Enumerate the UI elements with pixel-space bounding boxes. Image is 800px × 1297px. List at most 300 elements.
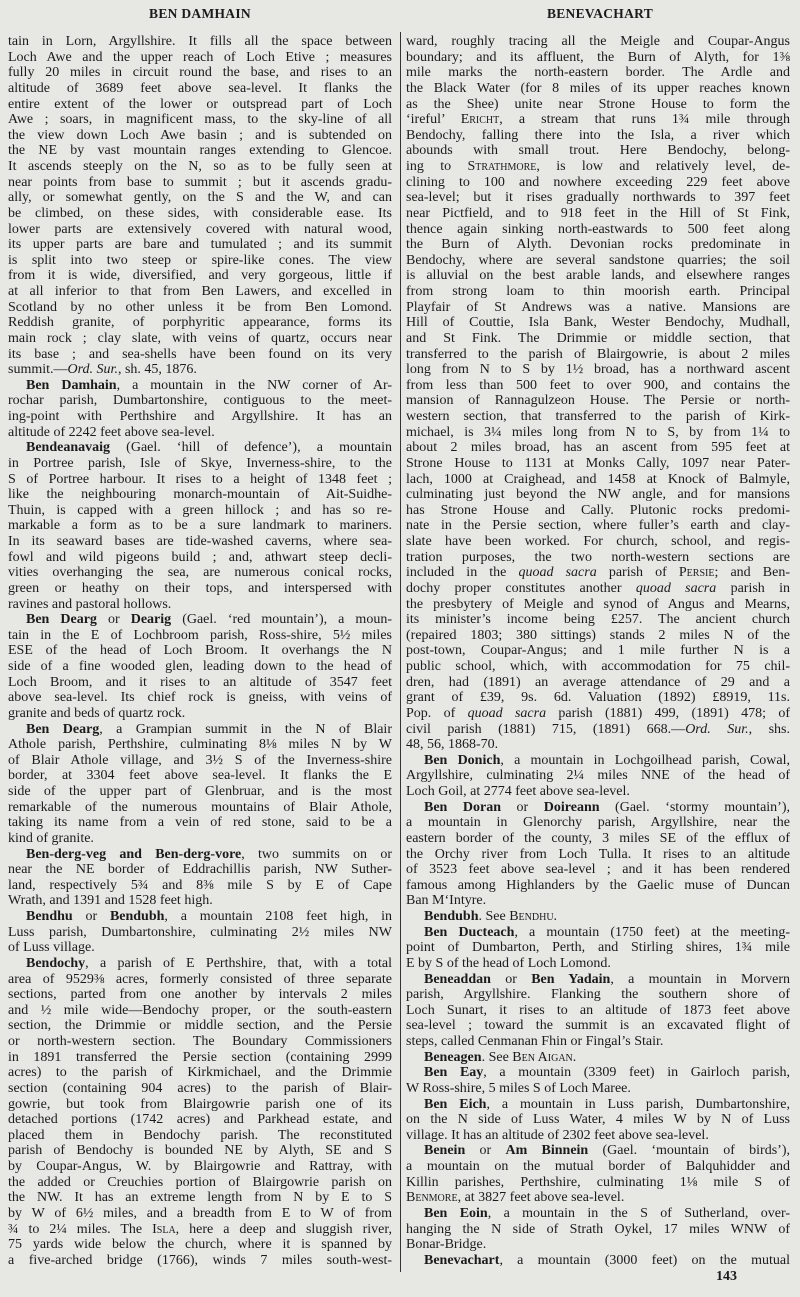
text-line [8,1253,392,1269]
text-run: Ban M‘Intyre. [406,893,487,909]
text-run: ‘ireful’ [406,112,461,128]
text-run: rochar parish, Dumbartonshire, contiguous to the meet- [8,393,392,409]
text-run: eastern border of the county, 3 miles SE of the efflux of [406,830,790,846]
text-run: granite and beds of quartz rock. [8,705,186,721]
text-run: parish in [716,580,790,596]
dictionary-entry [8,956,392,1269]
text-line [8,518,392,534]
dictionary-entry [406,1143,790,1206]
text-line [8,1206,392,1222]
text-run: lower parts are extensively covered with natural wood, [8,221,392,237]
text-line [8,409,392,425]
text-run: the Burn of Alyth. Devonian rocks predominate in [406,237,790,253]
text-line [406,222,790,238]
entry-headword: Ben Doran [424,799,501,815]
text-run: of Blair Athole village, and 3½ S of the Inverness-shire [8,752,392,768]
text-run: markable a form as to be a sure landmark to mariners. [8,518,392,534]
text-line [406,237,790,253]
text-line [406,50,790,66]
text-run: , a mountain in Morvern [610,971,790,987]
text-line [406,987,790,1003]
text-line [406,643,790,659]
text-line [406,940,790,956]
text-line [406,518,790,534]
small-caps-reference: Ben Aigan [512,1049,573,1065]
text-line [8,925,392,941]
text-run: Strone House to 1131 at Monks Cally, 1097 near Pater- [406,455,790,471]
italic-text: Ord. Sur. [67,362,118,378]
entry-headword: Benevachart [424,1252,500,1268]
text-line [406,690,790,706]
text-run: and ½ mile wide—Bendochy proper, or the south-eastern [8,1002,392,1018]
text-run: tain in Lorn, Argyllshire. It fills all the space between [8,34,392,49]
text-line [406,1097,790,1113]
text-line [406,487,790,503]
dictionary-entry [406,909,790,925]
dictionary-entry [406,1065,790,1096]
entry-headword: Dearig [130,612,172,628]
text-line [406,675,790,691]
text-line [406,425,790,441]
text-line [406,1112,790,1128]
dictionary-entry [406,1097,790,1144]
text-run: . [553,909,558,924]
text-run: summit.— [8,362,68,378]
text-line [8,706,392,722]
text-line [8,893,392,909]
text-run: entire extent of the lower or outspread part of Loch [8,96,392,112]
text-run: Reddish granite, of porphyritic appearance, forms its [8,315,392,331]
entry-headword: Ben Eay [424,1065,484,1081]
text-run: (Gael. ‘hill of defence’), a mountain [110,440,392,456]
text-line [8,565,392,581]
text-line [8,550,392,566]
entry-headword: Ben Damhain [26,377,117,393]
text-line [406,1034,790,1050]
text-line [8,81,392,97]
text-run: , a mountain 2108 feet high, in [164,909,392,924]
dictionary-entry [8,722,392,847]
dictionary-entry [406,1206,790,1253]
text-run: parish (1881) 499, (1891) 478; of [546,705,790,721]
text-line [406,503,790,519]
entry-headword: Ben Dearg [26,721,100,737]
small-caps-reference: Isla [152,1221,176,1237]
text-run: fowl and wild pigeons build ; and, athwart steep decli- [8,549,392,565]
text-line [8,378,392,394]
text-line [406,472,790,488]
text-run: Argyllshire, culminating 2¼ miles NNE of the head of [406,768,790,784]
text-run: or [465,1143,506,1159]
text-line [406,1003,790,1019]
text-run: dren, had (1891) an average attendance of 29 and a [406,674,790,690]
text-run: ing-point with Perthshire and Argyllshire. It has an [8,409,392,424]
text-run: section, the Drimmie or middle section, and the Persie [8,1018,392,1034]
text-run: , shs. [748,721,790,737]
text-run: tain in the E of Lochbroom parish, Ross-shire, 5½ miles [8,627,392,643]
text-run: be climbed, on these sides, with considerable ease. Its [8,205,392,221]
text-run: sections, parted from one another by intervals 2 miles [8,987,392,1003]
text-run: long from N to S by 1½ broad, has a northward ascent [406,362,790,378]
text-line [8,987,392,1003]
text-line [406,847,790,863]
text-line [406,550,790,566]
text-run: ¾ to 2¼ miles. The [8,1221,153,1237]
entry-continuation [8,34,392,378]
text-line [406,534,790,550]
text-line [8,815,392,831]
entry-headword: Am Binnein [505,1143,589,1159]
text-line [406,456,790,472]
text-line [406,81,790,97]
text-run: western section, that transferred to the parish of Kirk- [406,409,790,424]
text-line [8,1175,392,1191]
text-line [8,581,392,597]
text-run: thence again sinking north-eastwards to 500 feet along [406,221,790,237]
text-run: , is low and relatively level, de- [536,159,790,174]
text-line [406,1143,790,1159]
text-run: , a mountain in the NW corner of Ar- [116,377,392,393]
text-run: village. It has an altitude of 2302 feet above sea-level. [406,1127,709,1143]
text-line [8,800,392,816]
text-run: border, at 3304 feet above sea-level. It flanks the E [8,768,392,784]
text-run: the added or Creuchies portion of Blairgowrie parish on [8,1174,392,1190]
text-line [8,768,392,784]
text-line [8,1190,392,1206]
text-run: point of Dumbarton, Perth, and Stirling shires, 1¾ mile [406,940,790,956]
text-run: on the N side of Luss Water, 4 miles W by N of Luss [406,1112,790,1128]
text-line [406,1018,790,1034]
text-line [406,1253,790,1269]
text-line [406,768,790,784]
text-run: in 1891 transferred the Persie section (containing 2999 [8,1049,392,1065]
text-run: Luss parish, Dumbartonshire, culminating 2½ miles NW [8,924,392,940]
text-run: main rock ; clay slate, with veins of quartz, occurs near [8,330,392,346]
text-run: hanging the N side of Strath Oykel, 17 miles WNW of [406,1221,790,1237]
text-line [8,1237,392,1253]
text-line [406,1081,790,1097]
text-line [8,175,392,191]
text-line [8,97,392,113]
small-caps-reference: Strathmore [467,159,537,174]
text-line [406,409,790,425]
text-line [406,925,790,941]
text-line [8,284,392,300]
entry-headword: Ben Yadain [531,971,611,987]
dictionary-entry [406,753,790,800]
text-line [8,268,392,284]
text-run: fully 20 miles in circuit round the base, and rises to an [8,65,392,81]
text-run: vities overhanging the sea, are numerous conical rocks, [8,565,392,581]
dictionary-entry [406,1253,790,1269]
text-line [8,143,392,159]
text-run: from strong loam to thin moorish earth. Principal [406,284,790,299]
text-run: W Ross-shire, 5 miles S of Loch Maree. [406,1080,631,1096]
text-run: , a mountain in Luss parish, Dumbartonshire, [486,1096,790,1112]
entry-headword: Ben-derg-veg and Ben-derg-vore [26,846,242,862]
text-run: (Gael. ‘red mountain’), a moun- [171,612,392,628]
entry-headword: Ben Dearg [26,612,97,628]
text-run: or [490,971,532,987]
text-run: or north-western section. The Boundary Commissioners [8,1034,392,1049]
text-line [8,878,392,894]
text-line [8,675,392,691]
text-run: a mountain on the mutual border of Balquhidder and [406,1159,790,1174]
text-run: In its seaward bases are tide-washed caverns, where sea- [8,534,392,549]
text-run: , a mountain (3309 feet) in Gairloch parish, [483,1065,790,1081]
text-line [8,190,392,206]
text-line [406,65,790,81]
text-run: parish of [596,565,679,581]
text-line [8,612,392,628]
text-run: is alluvial on the best arable lands, and elsewhere ranges [406,268,790,284]
dictionary-entry [406,972,790,1050]
text-line [406,1128,790,1144]
text-run: near Pictfield, and to 918 feet in the Hill of St Fink, [406,205,790,221]
text-run: the view down Loch Awe basin ; and is subtended on [8,127,392,143]
text-run: Hill of Couttie, Isla Bank, Wester Bendochy, Mudhall, [406,315,790,331]
text-line [8,315,392,331]
text-run: ward, roughly tracing all the Meigle and Coupar-Angus [406,34,790,49]
text-line [8,456,392,472]
text-run: Playfair of St Andrews was a native. Mansions are [406,299,790,315]
text-run: sea-level; but it rises gradually northwards to 397 feet [406,190,790,206]
text-run: the NE by vast mountain ranges extending to Glencoe. [8,143,392,159]
text-line [406,1190,790,1206]
text-run: slate have been worked. For church, school, and regis- [406,534,790,549]
text-line [406,722,790,738]
text-run: , a mountain (1750 feet) at the meeting- [514,924,790,940]
italic-text: quoad sacra [635,580,717,596]
dictionary-entry [8,440,392,612]
running-head-left: BEN DAMHAIN [149,6,251,21]
entry-headword: Bendubh [424,909,479,924]
text-line [406,1159,790,1175]
text-run: detached portions (1742 acres) and Parkhead estate, and [8,1112,392,1128]
text-line [8,690,392,706]
text-line [8,472,392,488]
entry-headword: Bendubh [109,909,165,924]
text-line [8,65,392,81]
text-run: Bonar-Bridge. [406,1237,487,1253]
text-run: near points from base to summit ; but it ascends gradu- [8,174,392,190]
text-run: Wrath, and 1391 and 1528 feet high. [8,893,213,909]
text-line [406,206,790,222]
text-line [406,972,790,988]
entry-headword: Bendeanavaig [26,440,111,456]
text-line [406,347,790,363]
text-run: is split into two steep or spire-like cones. The view [8,252,392,268]
small-caps-reference: Ericht [460,112,500,128]
entry-headword: Bendhu [26,909,73,924]
text-run: the presbytery of Meigle and synod of Angus and Mearns, [406,596,790,612]
text-run: altitude of 2242 feet above sea-level. [8,424,215,440]
text-run: Thuin, is capped with a green hillock ; and has so re- [8,502,392,518]
text-line [406,284,790,300]
text-run: Loch Awe and the upper reach of Loch Etive ; measures [8,49,392,65]
text-run: ally, or somewhat gently, on the S and the W, and can [8,190,392,206]
text-run: of Luss village. [8,940,95,956]
text-run: kind of granite. [8,830,94,846]
page-number: 143 [716,1269,737,1284]
text-line [8,1081,392,1097]
text-run: steps, called Cenmanan Fhin or Fingal’s Stair. [406,1034,664,1049]
text-line [406,581,790,597]
text-run: S of Portree harbour. It rises to a height of 1348 feet ; [8,471,392,487]
text-line [406,440,790,456]
text-line [8,956,392,972]
text-line [8,425,392,441]
text-run: by W of 6½ miles, and a breadth from E to W of from [8,1205,392,1221]
text-run: 75 yards wide below the church, where it is spanned by [8,1237,392,1253]
entry-headword: Ben Ducteach [424,924,515,940]
text-line [8,1159,392,1175]
text-line [8,34,392,50]
text-run: Bendochy, falling there into the Isla, a river which [406,127,790,143]
text-run: It ascends steeply on the N, so as to be fully seen at [8,159,392,174]
text-line [8,128,392,144]
text-run: (Gael. ‘stormy mountain’), [599,799,790,815]
text-run: abounds with small trout. Here Bendochy, belong- [406,143,790,159]
text-line [8,1050,392,1066]
text-line [406,378,790,394]
text-line [8,831,392,847]
text-run: mansion of Rannagulzeon House. The Persie or north- [406,393,790,409]
text-run: area of 9529⅜ acres, formerly consisted of three separate [8,971,392,987]
text-run: a mountain in Glenorchy parish, Argyllshire, near the [406,815,790,831]
text-line [8,362,392,378]
text-line [406,1065,790,1081]
text-line [8,909,392,925]
text-run: green or heathy on their tops, and interspersed with [8,580,392,596]
text-line [406,956,790,972]
text-run: the Orchy river from Loch Tulla. It rises to an altitude [406,846,790,862]
text-line [406,862,790,878]
text-run: of 3523 feet above sea-level ; and it has been rendered [406,862,790,878]
text-line [8,487,392,503]
text-line [406,1222,790,1238]
entry-headword: Beneaddan [424,971,491,987]
text-run: section (containing 904 acres) to the parish of Blair- [8,1080,392,1096]
text-line [8,534,392,550]
text-run: . See [478,909,510,924]
text-line [406,393,790,409]
text-line [8,1143,392,1159]
text-line [406,268,790,284]
text-run: , a mountain in the S of Sutherland, over- [487,1205,790,1221]
text-run: (Gael. ‘mountain of birds’), [588,1143,790,1159]
text-line [8,237,392,253]
text-run: transferred to the parish of Blairgowrie, is about 2 miles [406,346,790,362]
text-run: placed them in Bendochy parish. The reconstituted [8,1127,392,1143]
text-run: its minister’s income being £257. The ancient church [406,612,790,628]
text-line [406,1237,790,1253]
text-line [406,362,790,378]
text-run: Loch Broom, and it rises to an altitude of 3547 feet [8,674,392,690]
text-line [406,331,790,347]
text-run: or [96,612,131,628]
text-line [8,784,392,800]
text-run: tration purposes, the two north-western sections are [406,549,790,565]
text-line [8,393,392,409]
text-run: sea-level ; toward the summit is an excavated flight of [406,1018,790,1034]
text-run: ravines and pastoral hollows. [8,596,172,612]
text-run: , sh. 45, 1876. [117,362,197,378]
text-line [8,628,392,644]
text-run: michael, is 3¼ miles long from N to S, by from 1¼ to [406,424,790,440]
text-run: nate in the Persie section, where fuller’s earth and clay- [406,518,790,534]
text-line [406,315,790,331]
text-run: civil parish (1881) 715, (1891) 668.— [406,721,686,737]
text-run: like the neighbouring monarch-mountain of Ait-Suidhe- [8,487,392,503]
text-run: . See [481,1049,513,1065]
entry-headword: Beneagen [424,1049,482,1065]
text-run: clining to 100 and nowhere exceeding 229 feet above [406,174,790,190]
entry-continuation [406,34,790,753]
text-run: land, respectively 5¾ and 8⅜ mile S by E of Cape [8,877,392,893]
text-run: or [72,909,110,924]
text-line [8,331,392,347]
text-line [406,159,790,175]
text-run: taking its name from a vein of red stone, said to be a [8,815,392,831]
text-line [8,1003,392,1019]
text-line [8,1034,392,1050]
text-run: remarkable of the numerous mountains of Blair Athole, [8,799,392,815]
dictionary-entry [406,925,790,972]
entry-headword: Ben Eoin [424,1205,488,1221]
dictionary-entry [8,847,392,910]
text-run: acres) to the parish of Kirkmichael, and the Drimmie [8,1065,392,1081]
text-line [8,1112,392,1128]
text-line [8,659,392,675]
text-line [406,128,790,144]
text-line [406,612,790,628]
text-run: mile marks the north-eastern border. The Ardle and [406,65,790,81]
dictionary-entry [406,1050,790,1066]
text-run: Athole parish, Perthshire, culminating 8⅛ miles N by W [8,737,392,753]
text-line [406,909,790,925]
text-line [8,440,392,456]
text-run: culminating just beyond the NW angle, and for mansions [406,487,790,503]
text-line [8,112,392,128]
text-line [8,50,392,66]
entry-headword: Bendochy [26,955,86,971]
text-line [406,34,790,50]
text-line [406,784,790,800]
text-line [406,800,790,816]
text-run: (repaired 1803; 380 sittings) stands 2 miles N of the [406,627,790,643]
text-run: , here a deep and sluggish river, [175,1221,392,1237]
text-run: from it is wide, diversified, and very gorgeous, little if [8,268,392,284]
text-line [406,706,790,722]
text-line [8,503,392,519]
text-line [8,206,392,222]
text-run: parish, Argyllshire. Flanking the southern shore of [406,987,790,1003]
text-line [8,643,392,659]
text-run: grant of £39, 9s. 6d. Valuation (1892) £8919, 11s. [406,690,790,706]
text-run: Bendochy, where are several sandstone quarries; the soil [406,252,790,268]
text-run: Killin parishes, Perthshire, culminating 1⅛ mile S of [406,1174,790,1190]
text-run: E by S of the head of Loch Lomond. [406,955,611,971]
text-run: parish of Bendochy is bounded NE by Alyth, SE and S [8,1143,392,1159]
text-line [406,1206,790,1222]
text-line [406,878,790,894]
text-run: a five-arched bridge (1766), winds 7 miles south-west- [8,1252,392,1268]
text-run: has Strone House and Cally. Plutonic rocks predomi- [406,502,790,518]
text-line [8,847,392,863]
entry-headword: Benein [424,1143,466,1159]
text-line [8,1065,392,1081]
